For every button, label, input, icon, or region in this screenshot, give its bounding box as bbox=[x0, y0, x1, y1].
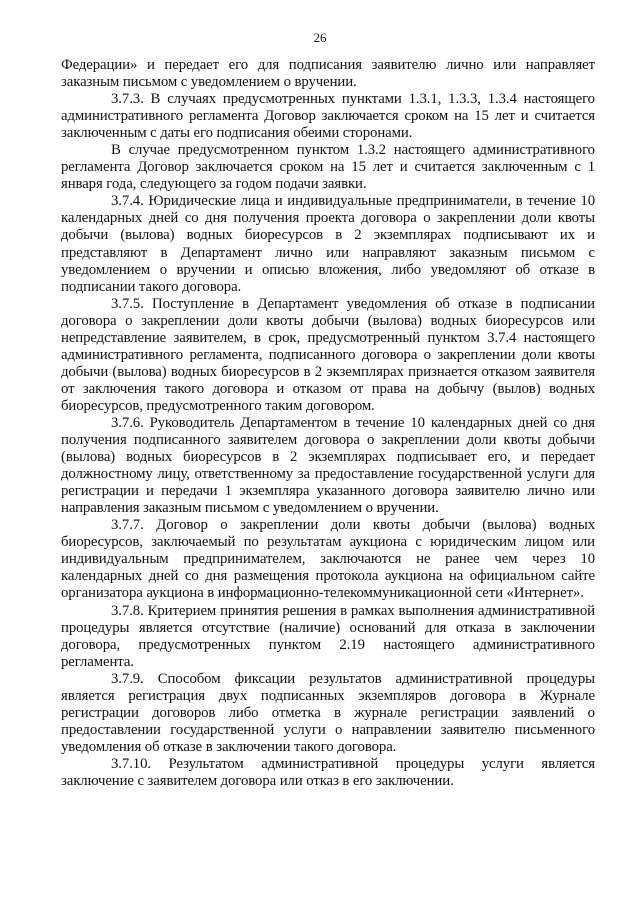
paragraph-3-7-8: 3.7.8. Критерием принятия решения в рамках выполнения административной процедуры является отсутствие (наличие) оснований для отказа в заключении договора, предусмотренных пунктом 2.19 настоящего административного регламента. bbox=[61, 602, 595, 670]
paragraph-3-7-6: 3.7.6. Руководитель Департаментом в течение 10 календарных дней со дня получения подписанного заявителем договора о закреплении доли квоты добычи (вылова) водных биоресурсов в 2 экземплярах подписывает его, и передает должностному лицу, ответственному за предоставление государственной услуги для регистрации и передачи 1 экземпляра указанного договора заявителю лично или направления заказным письмом с уведомлением о вручении. bbox=[61, 414, 595, 517]
paragraph-3-7-10: 3.7.10. Результатом административной процедуры услуги является заключение с заявителем договора или отказ в его заключении. bbox=[61, 755, 595, 789]
paragraph-3-7-7: 3.7.7. Договор о закреплении доли квоты добычи (вылова) водных биоресурсов, заключаемый по результатам аукциона с юридическим лицом или индивидуальным предпринимателем, заключаются не ранее чем через 10 календарных дней со дня размещения протокола аукциона на официальном сайте организатора аукциона в информационно-телекоммуникационной сети «Интернет». bbox=[61, 517, 595, 602]
document-body bbox=[61, 57, 595, 790]
page-number: 26 bbox=[313, 30, 327, 45]
paragraph-3-7-9: 3.7.9. Способом фиксации результатов административной процедуры является регистрация двух подписанных экземпляров договора в Журнале регистрации договоров либо отметка в журнале регистрации заявлений о предоставлении государственной услуги о направлении заявителю письменного уведомления об отказе в заключении такого договора. bbox=[61, 670, 595, 755]
paragraph-3-7-4: 3.7.4. Юридические лица и индивидуальные предприниматели, в течение 10 календарных дней со дня получения проекта договора о закреплении доли квоты добычи (вылова) водных биоресурсов в 2 экземплярах подписывают их и представляют в Департамент лично или направляют заказным письмом с уведомлением о вручении и описью вложения, либо уведомляют об отказе в подписании такого договора. bbox=[61, 193, 595, 295]
paragraph-3-7-3: 3.7.3. В случаях предусмотренных пунктами 1.3.1, 1.3.3, 1.3.4 настоящего административного регламента Договор заключается сроком на 15 лет и считается заключенным с даты его подписания обеими сторонами. bbox=[61, 91, 595, 142]
paragraph-case-1-3-2: В случае предусмотренном пунктом 1.3.2 настоящего административного регламента Договор заключается сроком на 15 лет и считается заключенным с 1 января года, следующего за годом подачи заявки. bbox=[61, 142, 595, 193]
paragraph-continuation: Федерации» и передает его для подписания заявителю лично или направляет заказным письмом с уведомлением о вручении. bbox=[61, 57, 595, 91]
paragraph-3-7-5: 3.7.5. Поступление в Департамент уведомления об отказе в подписании договора о закреплении доли квоты добычи (вылова) водных биоресурсов или непредставление заявителем, в срок, предусмотренный пунктом 3.7.4 настоящего административного регламента, подписанного договора о закреплении доли квоты добычи (вылова) водных биоресурсов в 2 экземплярах признается отказом заявителя от заключения такого договора и отказом от права на добычу (вылов) водных биоресурсов, предусмотренного таким договором. bbox=[61, 295, 595, 414]
